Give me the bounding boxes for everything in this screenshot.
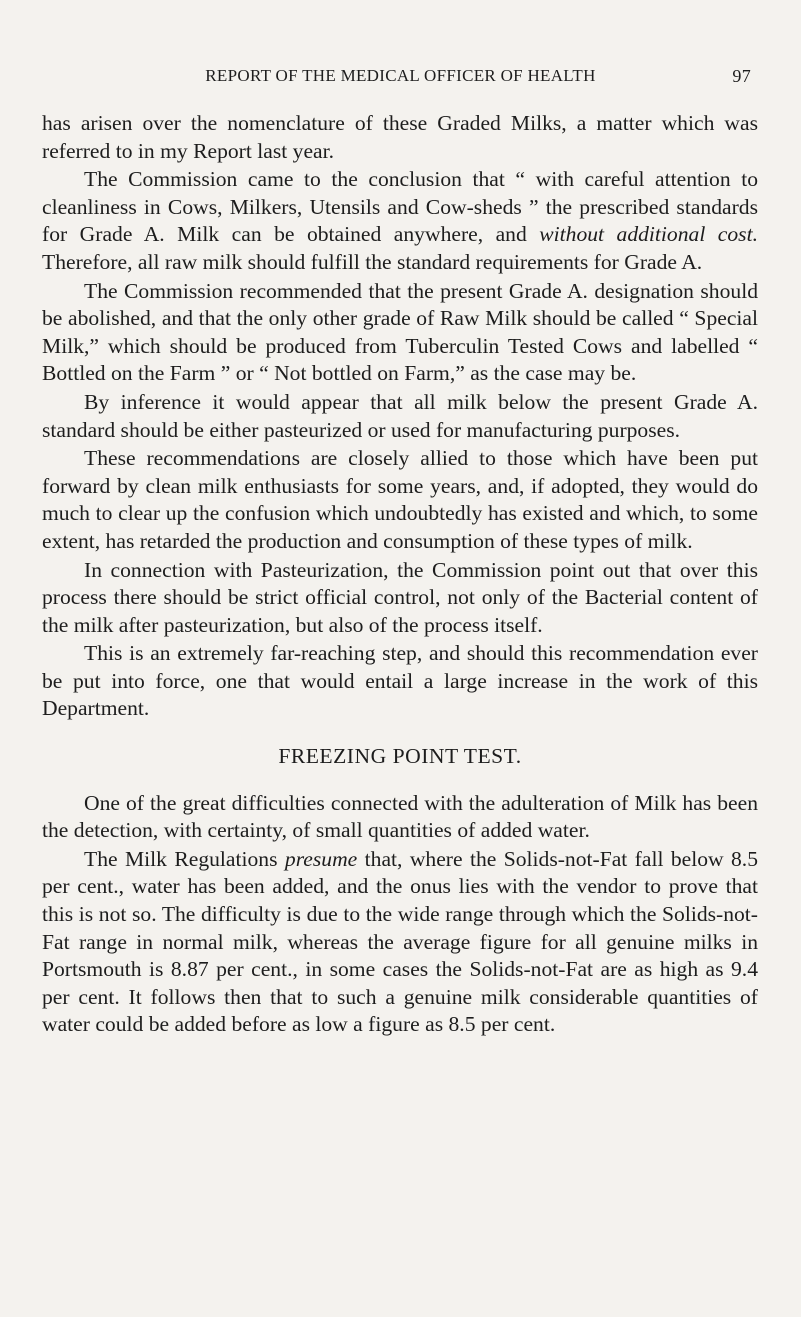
p9-emphasis: presume [284, 846, 358, 871]
page-number: 97 [732, 66, 751, 86]
p2-emphasis: without additional cost. [539, 222, 758, 247]
p2-text-a: The Commission came to the conclusion that “ with careful attention to cleanliness in Cows, Milkers, Utensils and Cow-sheds ” the prescribed standards for Grade A. Milk can be obtained anywhere, and [42, 167, 758, 247]
paragraph-milk-regulations [42, 846, 758, 1039]
paragraph-commission-recommended: The Commission recommended that the present Grade A. designation should be abolished, and that the only other grade of Raw Milk should be called “ Special Milk,” which should be produced from Tuberculin Tested Cows and labelled “ Bottled on the Farm ” or “ Not bottled on Farm,” as the case may be. [42, 278, 758, 386]
p9-text-b: that, where the Solids-not-Fat fall below 8.5 per cent., water has been added, and the onus lies with the vendor to prove that this is not so. The difficulty is due to the wide range through which the Solids-not-Fat range in normal milk, whereas the average figure for all genuine milks in Portsmouth is 8.87 per cent., in some cases the Solids-not-Fat are as high as 9.4 per cent. It follows then that to such a genuine milk considerable quantities of water could be added before as low a figure as 8.5 per cent. [42, 846, 758, 1037]
paragraph-adulteration: One of the great difficulties connected with the adulteration of Milk has been the detection, with certainty, of small quantities of added water. [42, 790, 758, 843]
section-heading: FREEZING POINT TEST. [278, 744, 522, 769]
running-header [42, 66, 759, 94]
paragraph-commission-conclusion [42, 166, 758, 276]
header-title: REPORT OF THE MEDICAL OFFICER OF HEALTH [205, 66, 596, 85]
body-text [42, 110, 758, 1040]
paragraph-far-reaching: This is an extremely far-reaching step, and should this recommendation ever be put into force, one that would entail a large increase in the work of this Department. [42, 641, 758, 721]
p2-text-b: Therefore, all raw milk should fulfill the standard requirements for Grade A. [42, 249, 703, 274]
paragraph-recommendations-allied: These recommendations are closely allied to those which have been put forward by clean milk enthusiasts for some years, and, if adopted, they would do much to clear up the confusion which undoubtedly has existed and which, to some extent, has retarded the production and consumption of these types of milk. [42, 446, 758, 553]
paragraph-continuation: has arisen over the nomenclature of these Graded Milks, a matter which was referred to in my Report last year. [42, 111, 758, 163]
paragraph-inference: By inference it would appear that all milk below the present Grade A. standard should be either pasteurized or used for manufacturing purposes. [42, 389, 758, 442]
paragraph-pasteurization: In connection with Pasteurization, the Commission point out that over this process there should be strict official control, not only of the Bacterial content of the milk after pasteurization, but also of the process itself. [42, 557, 758, 637]
p9-text-a: The Milk Regulations [84, 846, 285, 871]
